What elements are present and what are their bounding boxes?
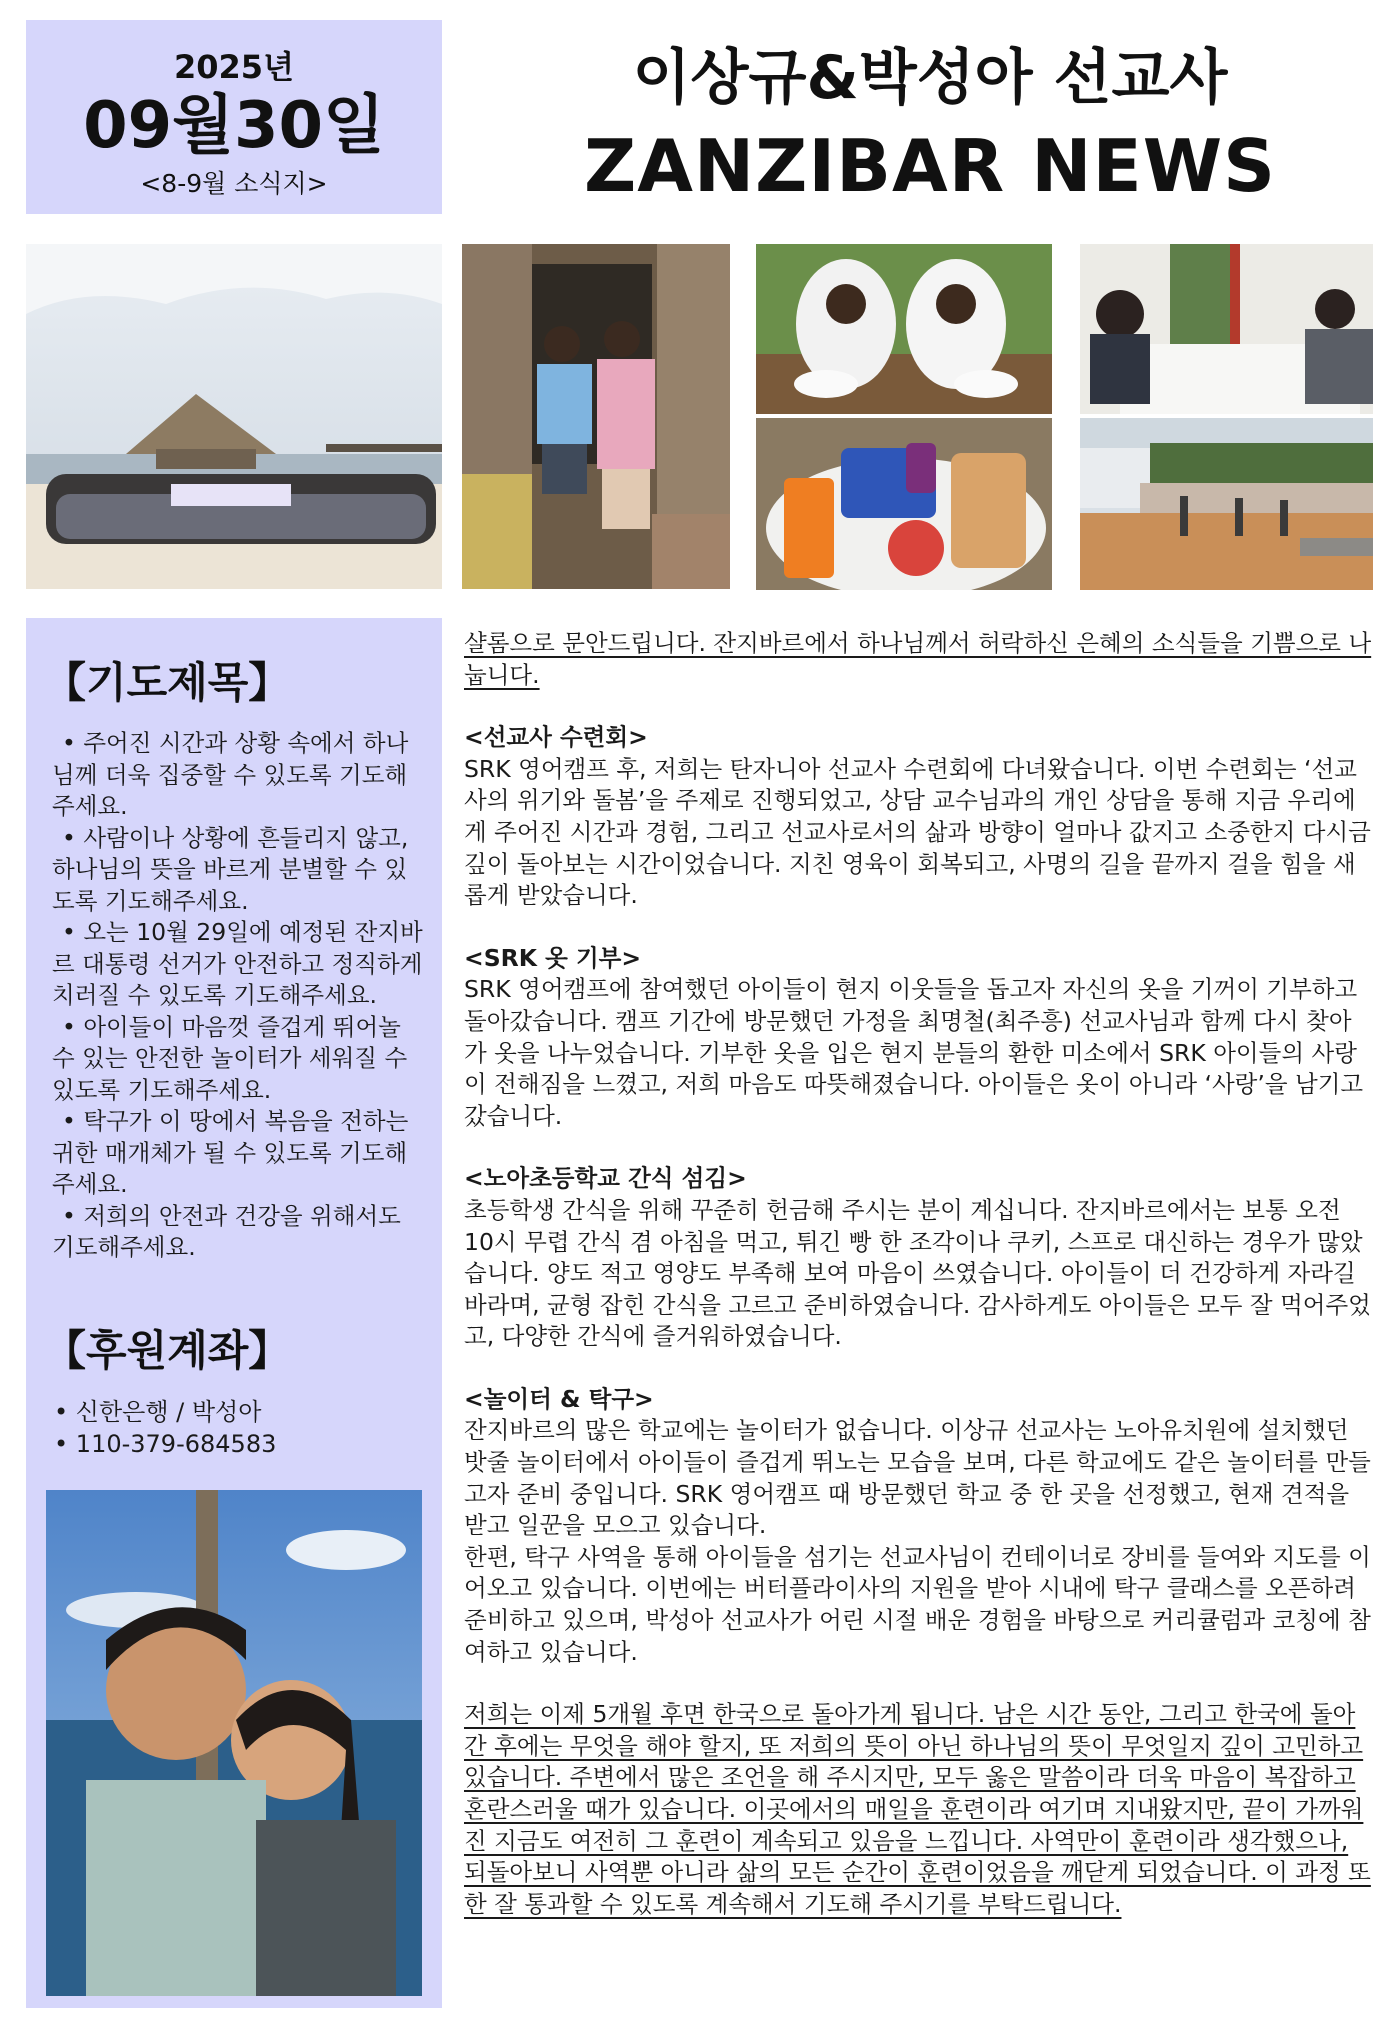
intro-paragraph: 샬롬으로 문안드립니다. 잔지바르에서 하나님께서 허락하신 은혜의 소식들을 기쁨으로 나눕니다. xyxy=(464,629,1372,689)
main-content xyxy=(464,628,1374,1920)
newsletter-authors: 이상규&박성아 선교사 xyxy=(632,43,1228,113)
section-title: <놀이터 & 탁구> xyxy=(464,1384,654,1413)
prayer-requests-list xyxy=(52,728,428,1264)
list-item: • 탁구가 이 땅에서 복음을 전하는 귀한 매개체가 될 수 있도록 기도해주세요. xyxy=(52,1106,428,1201)
section-title: <선교사 수련회> xyxy=(464,723,648,752)
list-item: • 오는 10월 29일에 예정된 잔지바르 대통령 선거가 안전하고 정직하게 치러질 수 있도록 기도해주세요. xyxy=(52,917,428,1012)
closing-paragraph: 저희는 이제 5개월 후면 한국으로 돌아가게 됩니다. 남은 시간 동안, 그리고 한국에 돌아간 후에는 무엇을 해야 할지, 또 저희의 뜻이 아닌 하나님의 뜻이 무엇일지 깊이 고민하고 있습니다. 주변에서 많은 조언을 해 주시지만, 모두 옳은 말씀이라 더욱 마음이 복잡하고 혼란스러울 때가 있습니다. 이곳에서의 매일을 훈련이라 여기며 지내왔지만, 끝이 가까워진 지금도 여전히 그 훈련이 계속되고 있음을 느낍니다. 사역만이 훈련이라 생각했으나, 되돌아보니 사역뿐 아니라 삶의 모든 순간이 훈련이었음을 깨닫게 되었습니다. 이 과정 또한 잘 통과할 수 있도록 계속해서 기도해 주시기를 부탁드립니다. xyxy=(464,1700,1371,1918)
donation-account-list xyxy=(52,1396,428,1460)
section-body: SRK 영어캠프 후, 저희는 탄자니아 선교사 수련회에 다녀왔습니다. 이번 수련회는 ‘선교사의 위기와 돌봄’을 주제로 진행되었고, 상담 교수님과의 개인 상담을 통해 지금 우리에게 주어진 시간과 경험, 그리고 선교사로서의 삶과 방향이 얼마나 값지고 소중한지 다시금 깊이 돌아보는 시간이었습니다. 지친 영육이 회복되고, 사명의 길을 끝까지 걸을 힘을 새롭게 받았습니다. xyxy=(464,754,1371,910)
list-item: • 아이들이 마음껏 즐겁게 뛰어놀 수 있는 안전한 놀이터가 세워질 수 있도록 기도해주세요. xyxy=(52,1012,428,1107)
list-item: • 주어진 시간과 상황 속에서 하나님께 더욱 집중할 수 있도록 기도해주세요. xyxy=(52,728,428,823)
section-body: 잔지바르의 많은 학교에는 놀이터가 없습니다. 이상규 선교사는 노아유치원에 설치했던 밧줄 놀이터에서 아이들이 즐겁게 뛰노는 모습을 보며, 다른 학교에도 같은 놀이터를 만들고자 준비 중입니다. SRK 영어캠프 때 방문했던 학교 중 한 곳을 선정했고, 현재 견적을 받고 일꾼을 모으고 있습니다. 한편, 탁구 사역을 통해 아이들을 섬기는 선교사님이 컨테이너로 장비를 들여와 지도를 이어오고 있습니다. 이번에는 버터플라이사의 지원을 받아 시내에 탁구 클래스를 오픈하려 준비하고 있으며, 박성아 선교사가 어린 시절 배운 경험을 바탕으로 커리큘럼과 코칭에 참여하고 있습니다. xyxy=(464,1416,1371,1666)
sidebar xyxy=(26,618,442,2008)
planning-meeting-photo xyxy=(1080,244,1373,414)
list-item: • 사람이나 상황에 흔들리지 않고, 하나님의 뜻을 바르게 분별할 수 있도록 기도해주세요. xyxy=(52,823,428,918)
section-playground-table-tennis xyxy=(464,1384,1374,1668)
snack-plate-photo xyxy=(756,418,1052,590)
section-title: <노아초등학교 간식 섬김> xyxy=(464,1164,747,1193)
list-item: • 저희의 안전과 건강을 위해서도 기도해주세요. xyxy=(52,1201,428,1264)
list-item: • 신한은행 / 박성아 xyxy=(52,1396,428,1428)
section-title: <SRK 옷 기부> xyxy=(464,943,642,972)
section-clothing-donation xyxy=(464,943,1374,1133)
section-missionary-retreat xyxy=(464,722,1374,912)
list-item: • 110-379-684583 xyxy=(52,1428,428,1460)
newsletter-title: ZANZIBAR NEWS xyxy=(583,124,1276,208)
missionary-couple-photo xyxy=(46,1490,422,1996)
section-body: SRK 영어캠프에 참여했던 아이들이 현지 이웃들을 돕고자 자신의 옷을 기꺼이 기부하고 돌아갔습니다. 캠프 기간에 방문했던 가정을 최명철(최주흥) 선교사님과 함께 다시 찾아가 옷을 나누었습니다. 기부한 옷을 입은 현지 분들의 환한 미소에서 SRK 아이들의 사랑이 전해짐을 느꼈고, 저희 마음도 따뜻해졌습니다. 아이들은 옷이 아니라 ‘사랑’을 남기고 갔습니다. xyxy=(464,975,1364,1130)
donation-account-heading: 【후원계좌】 xyxy=(44,1326,291,1375)
issue-year: 2025년 xyxy=(174,48,294,86)
prayer-requests-heading: 【기도제목】 xyxy=(44,658,291,707)
section-body: 초등학생 간식을 위해 꾸준히 헌금해 주시는 분이 계십니다. 잔지바르에서는 보통 오전 10시 무렵 간식 겸 아침을 먹고, 튀긴 빵 한 조각이나 쿠키, 스프로 대신하는 경우가 많았습니다. 양도 적고 영양도 부족해 보여 마음이 쓰였습니다. 아이들이 더 건강하게 자라길 바라며, 균형 잡힌 간식을 고르고 준비하였습니다. 감사하게도 아이들은 모두 잘 먹어주었고, 다양한 간식에 즐거워하였습니다. xyxy=(464,1195,1371,1351)
masthead xyxy=(470,36,1390,212)
group-beach-photo xyxy=(26,244,442,589)
students-snack-photo xyxy=(756,244,1052,414)
issue-subtitle: <8-9월 소식지> xyxy=(140,169,328,198)
children-clothing-photo xyxy=(462,244,730,589)
school-yard-photo xyxy=(1080,418,1373,590)
date-box xyxy=(26,20,442,214)
section-school-snacks xyxy=(464,1163,1374,1353)
issue-date: 09월30일 xyxy=(83,89,385,163)
